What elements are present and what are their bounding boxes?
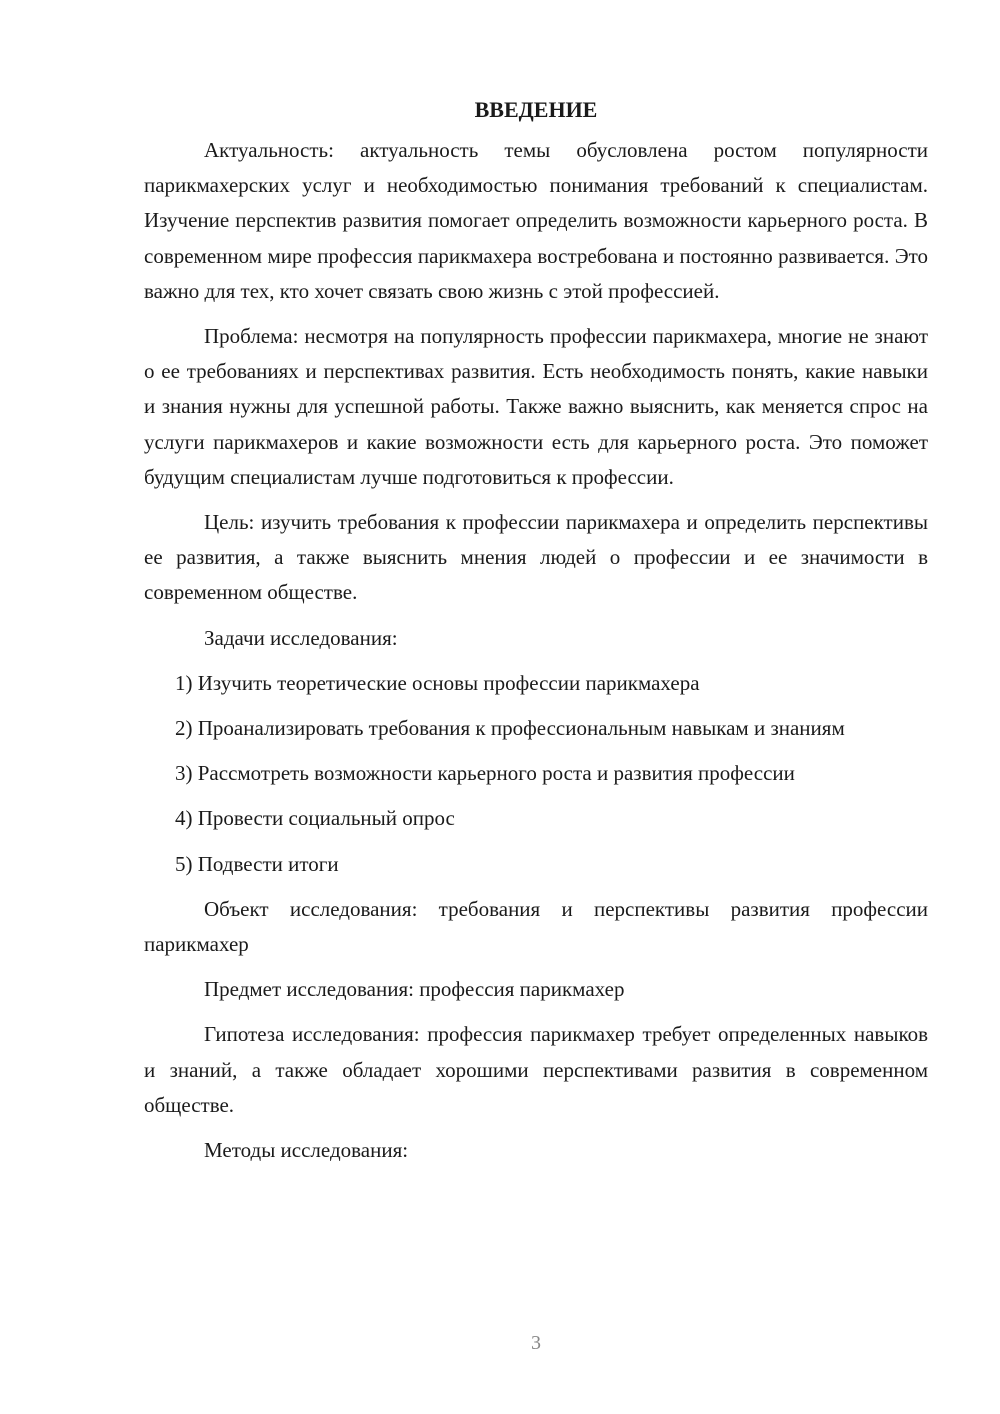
section-title: ВВЕДЕНИЕ [474, 97, 598, 122]
task-item-1: 1) Изучить теоретические основы профессии парикмахера [175, 670, 700, 695]
document-page [144, 92, 928, 1178]
task-item-5: 5) Подвести итоги [175, 851, 339, 876]
paragraph-methods: Методы исследования: [204, 1138, 409, 1163]
paragraph-goal: Цель: изучить требования к профессии парикмахера и определить перспективы ее развития, а также выяснить мнения людей о профессии и ее значимости в современном обществе. [144, 510, 928, 605]
task-item-4: 4) Провести социальный опрос [175, 806, 455, 831]
task-item-3: 3) Рассмотреть возможности карьерного роста и развития профессии [175, 761, 795, 786]
paragraph-problem: Проблема: несмотря на популярность профессии парикмахера, многие не знают о ее требованиях и перспективах развития. Есть необходимость понять, какие навыки и знания нужны для успешной работы. Также важно выяснить, как меняется спрос на услуги парикмахеров и какие возможности есть для карьерного роста. Это поможет будущим специалистам лучше подготовиться к профессии. [144, 324, 928, 489]
task-item-2: 2) Проанализировать требования к профессиональным навыкам и знаниям [175, 716, 845, 741]
page-number: 3 [531, 1332, 541, 1354]
paragraph-hypothesis: Гипотеза исследования: профессия парикмахер требует определенных навыков и знаний, а также обладает хорошими перспективами развития в современном обществе. [144, 1022, 928, 1117]
paragraph-relevance: Актуальность: актуальность темы обусловлена ростом популярности парикмахерских услуг и необходимостью понимания требований к специалистам. Изучение перспектив развития помогает определить возможности карьерного роста. В современном мире профессия парикмахера востребована и постоянно развивается. Это важно для тех, кто хочет связать свою жизнь с этой профессией. [144, 138, 928, 303]
paragraph-subject: Предмет исследования: профессия парикмахер [204, 977, 625, 1002]
paragraph-object: Объект исследования: требования и перспективы развития профессии парикмахер [144, 896, 928, 957]
paragraph-tasks-heading: Задачи исследования: [204, 625, 398, 650]
